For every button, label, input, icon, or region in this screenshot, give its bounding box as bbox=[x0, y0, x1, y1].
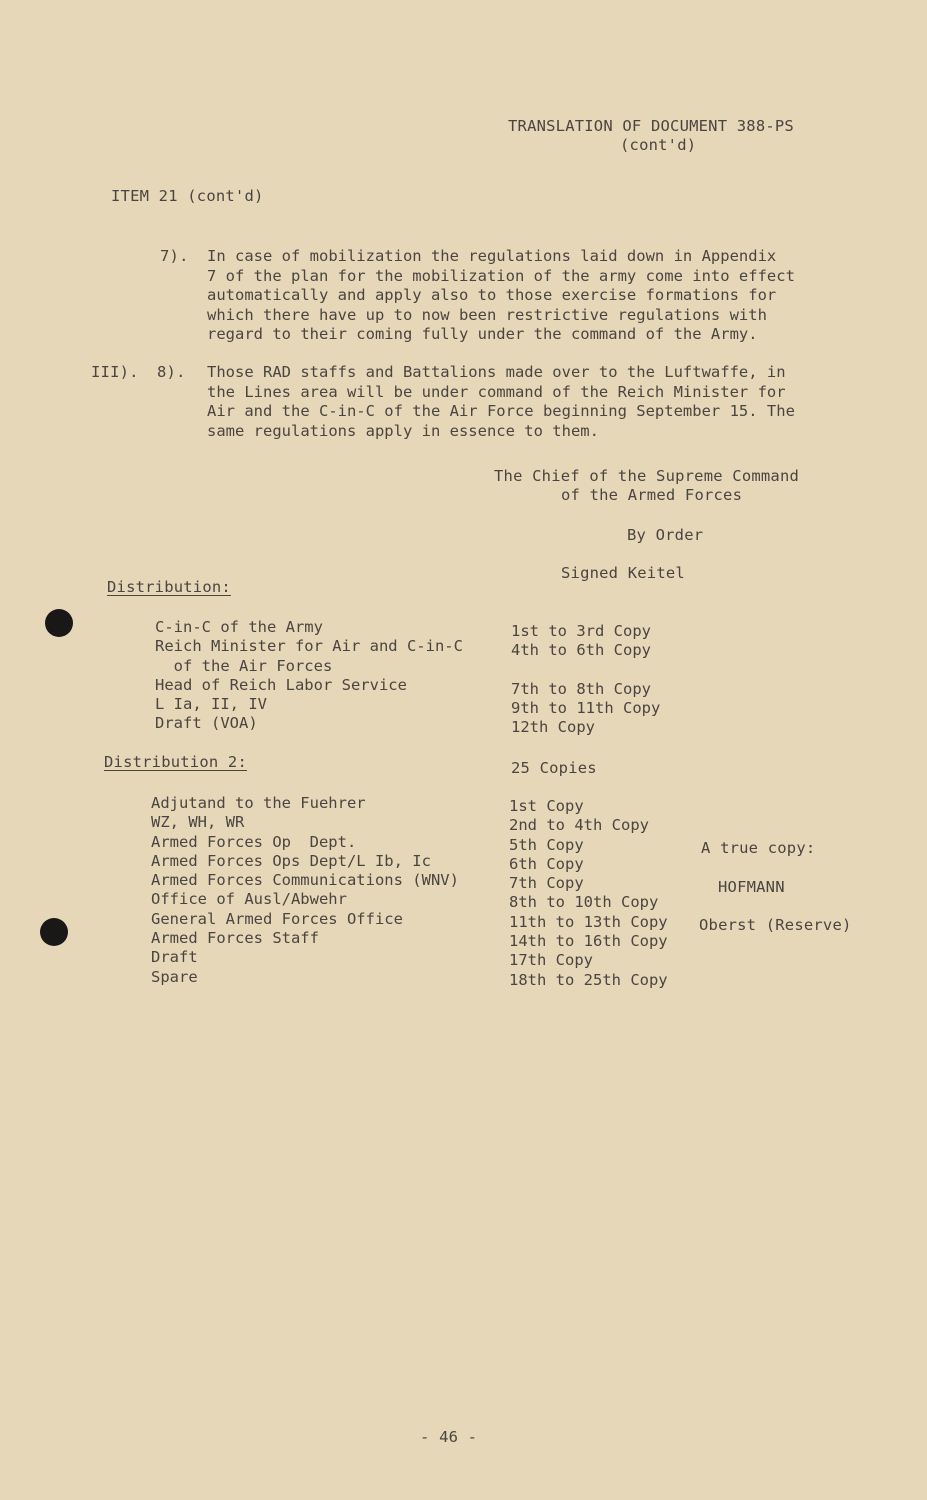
certification-true-copy: A true copy: bbox=[701, 839, 816, 857]
punch-hole-bottom bbox=[40, 918, 68, 946]
list-item: C-in-C of the Army bbox=[155, 618, 323, 636]
list-item: General Armed Forces Office bbox=[151, 909, 403, 928]
list-item: 18th to 25th Copy bbox=[509, 970, 668, 989]
list-item: of the Air Forces bbox=[155, 656, 333, 675]
signature-signed: Signed Keitel bbox=[561, 564, 685, 582]
list-item: Armed Forces Communications (WNV) bbox=[151, 871, 459, 890]
list-item: 7th to 8th Copy bbox=[511, 679, 651, 698]
distribution-1-copies bbox=[511, 622, 660, 738]
paragraph-8-number: 8). bbox=[157, 363, 186, 381]
signature-line-2: of the Armed Forces bbox=[561, 486, 743, 504]
paragraph-7-number: 7). bbox=[160, 247, 189, 265]
list-item: WZ, WH, WR bbox=[151, 813, 245, 832]
list-item: 9th to 11th Copy bbox=[511, 699, 661, 718]
signature-by-order: By Order bbox=[627, 526, 704, 544]
distribution-2-copies bbox=[509, 797, 668, 990]
list-item: 8th to 10th Copy bbox=[509, 893, 659, 912]
distribution-2-recipients bbox=[151, 794, 459, 987]
list-item: Spare bbox=[151, 967, 198, 986]
punch-hole-top bbox=[45, 609, 73, 637]
list-item: 2nd to 4th Copy bbox=[509, 816, 649, 835]
item-heading: ITEM 21 (cont'd) bbox=[111, 187, 264, 205]
list-item: Armed Forces Ops Dept/L Ib, Ic bbox=[151, 851, 431, 870]
distribution-2-heading: Distribution 2: bbox=[104, 753, 247, 771]
list-item: Head of Reich Labor Service bbox=[155, 675, 407, 694]
document-title: TRANSLATION OF DOCUMENT 388-PS bbox=[508, 117, 794, 135]
list-item: 1st to 3rd Copy bbox=[511, 622, 651, 640]
list-item: Draft bbox=[151, 948, 198, 967]
certification-name: HOFMANN bbox=[718, 878, 785, 896]
list-item: 1st Copy bbox=[509, 797, 584, 815]
list-item: 5th Copy bbox=[509, 835, 584, 854]
list-item: 7th Copy bbox=[509, 874, 584, 893]
list-item: L Ia, II, IV bbox=[155, 695, 267, 714]
distribution-2-total: 25 Copies bbox=[511, 759, 597, 777]
section-iii-prefix: III). bbox=[91, 363, 139, 381]
list-item: 14th to 16th Copy bbox=[509, 932, 668, 951]
list-item: Armed Forces Op Dept. bbox=[151, 832, 357, 851]
list-item bbox=[511, 661, 660, 680]
certification-rank: Oberst (Reserve) bbox=[699, 916, 852, 934]
list-item: Office of Ausl/Abwehr bbox=[151, 890, 347, 909]
page-number: - 46 - bbox=[420, 1428, 478, 1446]
paragraph-7-text: In case of mobilization the regulations laid down in Appendix 7 of the plan for the mobilization of the army come into effect automatically and apply also to those exercise formations for which there have up to now been restrictive regulations with regard to their coming fully under the command of the Army. bbox=[207, 247, 795, 343]
list-item: Armed Forces Staff bbox=[151, 929, 319, 948]
list-item: 4th to 6th Copy bbox=[511, 641, 651, 660]
list-item: Draft (VOA) bbox=[155, 714, 258, 733]
signature-line-1: The Chief of the Supreme Command bbox=[494, 467, 800, 485]
document-subtitle: (cont'd) bbox=[620, 136, 697, 154]
list-item: 17th Copy bbox=[509, 951, 593, 970]
distribution-1-recipients bbox=[155, 618, 463, 734]
list-item: 11th to 13th Copy bbox=[509, 912, 668, 931]
distribution-1-heading: Distribution: bbox=[107, 578, 231, 596]
list-item: 6th Copy bbox=[509, 854, 584, 873]
list-item: 12th Copy bbox=[511, 718, 595, 737]
list-item: Adjutand to the Fuehrer bbox=[151, 794, 366, 812]
list-item: Reich Minister for Air and C-in-C bbox=[155, 637, 463, 656]
paragraph-8-text: Those RAD staffs and Battalions made over to the Luftwaffe, in the Lines area will be under command of the Reich Minister for Air and the C-in-C of the Air Force beginning September 15. The same regulations apply in essence to them. bbox=[207, 363, 795, 440]
